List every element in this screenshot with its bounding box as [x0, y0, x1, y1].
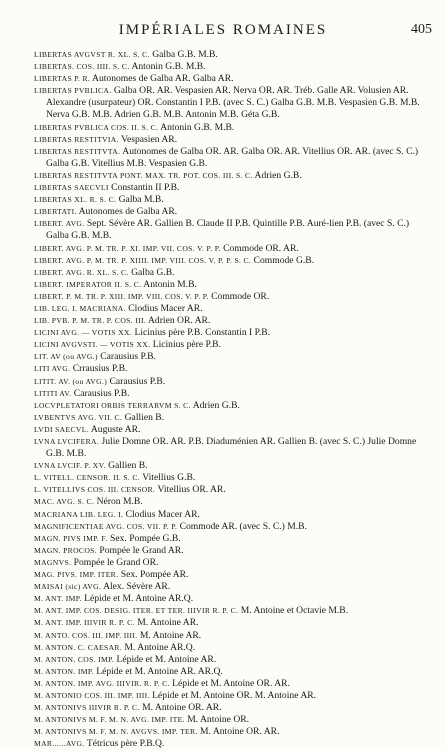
legend-attribution: Galba OR. AR. Vespasien AR. Nerva OR. AR. Tréb. Galle AR. Volusien AR. Alexandre (usurpateur) OR. Constantin I P.B. (avec S. C.) Galba G.B. M.B. Vespasien G.B. M.B. Nerva G.B. M.B. Adrien G.B. M.B. Antonin M.B. Géta G.B. [46, 85, 420, 121]
legend-inscription: MACRIANA LIB. LEG. I. [34, 509, 124, 519]
legend-inscription: MAISAI (sic) AVG. [34, 582, 102, 592]
legend-inscription: LICINI AVGVSTI. — VOTIS XX. [34, 340, 151, 350]
legend-attribution: Pompée le Grand OR. [71, 556, 159, 568]
legend-attribution: Vitellius G.B. [140, 472, 196, 484]
legend-attribution: M. Antoine AR.Q. [122, 641, 196, 653]
legend-inscription: LIB. PVB. P. M. TR. P. COS. III. [34, 316, 147, 326]
legend-attribution: Alex. Sévère AR. [101, 581, 171, 593]
legend-entry [34, 581, 434, 593]
legend-entry [34, 146, 434, 170]
legend-entry [34, 545, 434, 557]
legend-attribution: Commode OR. [208, 290, 270, 302]
legend-index-list [34, 49, 434, 750]
legend-inscription: LIBERTAS. COS. IIII. S. C. [34, 62, 130, 72]
page-header [0, 22, 446, 44]
legend-inscription: L. VITELLIVS COS. III. CENSOR. [34, 485, 156, 495]
legend-inscription: LIBERTAS RESTITVIA. [34, 134, 119, 144]
legend-entry [34, 61, 434, 73]
legend-attribution: Carausius P.B. [71, 387, 130, 399]
legend-entry [34, 327, 434, 339]
legend-attribution: Lépide et M. Antoine OR. AR. [169, 677, 290, 689]
legend-attribution: Antonin G.B. M.B. [129, 61, 206, 73]
page-number: 405 [411, 22, 432, 37]
legend-attribution: Sex. Pompée G.B. [107, 532, 181, 544]
legend-entry [34, 85, 434, 121]
legend-inscription: M. ANTONIVS IIIVIR R. P. C. [34, 703, 140, 713]
running-title: IMPÉRIALES ROMAINES [118, 22, 328, 38]
legend-inscription: LOCVPLETATORI ORBIS TERRARVM S. C. [34, 400, 191, 410]
legend-inscription: LIBERT. IMPERATOR II. S. C. [34, 279, 142, 289]
legend-inscription: LVDI SAECVL. [34, 424, 89, 434]
legend-inscription: LIB. LEG. I. MACRIANA. [34, 303, 126, 313]
legend-entry [34, 267, 434, 279]
legend-attribution: Sex. Pompée AR. [118, 569, 189, 581]
legend-inscription: LITIT. AV. (ou AVG.) [34, 376, 108, 386]
legend-inscription: L. VITELL. CENSOR. II. S. C. [34, 473, 141, 483]
legend-inscription: LIBERT. AVG. [34, 219, 85, 229]
legend-attribution: Vespasien AR. [118, 133, 178, 145]
legend-inscription: LITI AVG. [34, 364, 71, 374]
legend-entry [34, 509, 434, 521]
legend-attribution: Lépide et M. Antoine AR.Q. [81, 593, 194, 605]
legend-entry [34, 593, 434, 605]
legend-entry [34, 666, 434, 678]
legend-inscription: LIBERTAS XL. R. S. C. [34, 195, 117, 205]
legend-attribution: Commode G.B. [251, 254, 315, 266]
legend-entry [34, 182, 434, 194]
legend-attribution: M. Antoine AR. [137, 629, 202, 641]
legend-attribution: M. Antoine et Octavie M.B. [238, 605, 349, 617]
legend-entry [34, 714, 434, 726]
legend-inscription: LIBERTATI. [34, 207, 77, 217]
legend-entry [34, 243, 434, 255]
legend-attribution: Antonin G.B. M.B. [158, 121, 235, 133]
legend-attribution: Galba M.B. [116, 194, 164, 206]
legend-inscription: LIBERTAS RESTITVTA. [34, 146, 121, 156]
legend-inscription: M. ANT. IMP. COS. DESIG. ITER. ET TER. IIIVIR R. P. C. [34, 606, 239, 616]
legend-inscription: MAGNIFICENTIAE AVG. COS. VII. P. P. [34, 521, 178, 531]
legend-inscription: M. ANTONIVS M. F. M. N. AVGVS. IMP. TER. [34, 727, 198, 737]
legend-entry [34, 279, 434, 291]
legend-entry [34, 194, 434, 206]
legend-entry [34, 496, 434, 508]
legend-attribution: M. Antoine AR. [134, 617, 199, 629]
legend-attribution: Carausius P.B. [97, 351, 156, 363]
legend-entry [34, 630, 434, 642]
legend-attribution: Julie Domne OR. AR. P.B. Diaduménien AR. Gallien B. (avec S. C.) Julie Domne G.B. M.B. [46, 436, 417, 460]
legend-inscription: MAGN. PROCOS. [34, 545, 97, 555]
legend-attribution: Lépide et M. Antoine AR. AR.Q. [93, 665, 223, 677]
legend-entry [34, 134, 434, 146]
legend-entry [34, 339, 434, 351]
legend-inscription: M. ANT. IMP. IIIVIR R. P. C. [34, 618, 135, 628]
legend-inscription: LIT. AV (ou AVG.) [34, 352, 98, 362]
legend-inscription: M. ANTO. COS. III. IMP. IIII. [34, 630, 138, 640]
legend-inscription: LIBERTAS P. R. [34, 74, 91, 84]
legend-attribution: Gallien B. [105, 460, 148, 472]
legend-inscription: LIBERTAS PVBLICA COS. II. S. C. [34, 122, 159, 132]
legend-attribution: Autonomes de Galba AR. Galba AR. [90, 73, 234, 85]
legend-inscription: LITITI AV. [34, 388, 72, 398]
legend-inscription: LIBERTAS RESTITVTA PONT. MAX. TR. POT. COS. III. S. C. [34, 170, 253, 180]
legend-entry [34, 642, 434, 654]
legend-entry [34, 388, 434, 400]
legend-attribution: Galba G.B. [128, 266, 175, 278]
legend-entry [34, 351, 434, 363]
legend-inscription: MAC. AVG. S. C. [34, 497, 95, 507]
legend-attribution: Commode OR. AR. [220, 242, 299, 254]
legend-inscription: LIBERT. AVG. R. XL. S. C. [34, 267, 129, 277]
legend-entry [34, 569, 434, 581]
legend-entry [34, 726, 434, 738]
legend-attribution: Autonomes de Galba AR. [76, 206, 178, 218]
legend-inscription: LIBERT. AVG. P. M. TR. P. XIIII. IMP. VIII. COS. V. P. P. S. C. [34, 255, 252, 265]
legend-inscription: MAG. PIVS. IMP. ITER. [34, 570, 119, 580]
legend-inscription: LIBERT. AVG. P. M. TR. P. XI. IMP. VII. COS. V. P. P. [34, 243, 221, 253]
legend-entry [34, 170, 434, 182]
legend-inscription: LIBERTAS PVBLICA. [34, 86, 112, 96]
legend-inscription: M. ANTON. IMP. [34, 666, 94, 676]
legend-attribution: Tétricus père P.B.Q. [84, 738, 165, 750]
legend-inscription: MAGNVS. [34, 557, 72, 567]
legend-attribution: M. Antoine OR. AR. [197, 726, 280, 738]
legend-attribution: Clodius Macer AR. [123, 508, 200, 520]
legend-entry [34, 654, 434, 666]
legend-attribution: Adrien G.B. [190, 399, 240, 411]
legend-attribution: Constantin II P.B. [108, 182, 180, 194]
legend-entry [34, 690, 434, 702]
legend-entry [34, 533, 434, 545]
legend-entry [34, 376, 434, 388]
legend-entry [34, 315, 434, 327]
legend-entry [34, 73, 434, 85]
legend-attribution: Néron M.B. [94, 496, 143, 508]
legend-attribution: Lépide et M. Antoine OR. M. Antoine AR. [149, 689, 317, 701]
legend-inscription: LVBENTVS AVG. VII. C. [34, 412, 123, 422]
legend-inscription: M. ANTON. IMP. AVG. IIIVIR. R. P. C. [34, 678, 170, 688]
legend-entry [34, 291, 434, 303]
legend-attribution: Pompée le Grand AR. [97, 544, 184, 556]
legend-attribution: Vitellius OR. AR. [155, 484, 226, 496]
legend-inscription: M. ANTON. COS. IMP. [34, 654, 115, 664]
legend-attribution: M. Antoine OR. AR. [139, 702, 222, 714]
legend-inscription: LIBERTAS AVGVST R. XL. S. C. [34, 50, 150, 59]
legend-entry [34, 303, 434, 315]
legend-attribution: Auguste AR. [88, 423, 141, 435]
legend-entry [34, 557, 434, 569]
legend-entry [34, 400, 434, 412]
legend-entry [34, 484, 434, 496]
legend-inscription: LVNA LVCIFERA. [34, 437, 100, 446]
legend-attribution: Antonin M.B. [141, 278, 197, 290]
legend-inscription: M. ANTONIO COS. III. IMP. IIII. [34, 690, 150, 700]
legend-inscription: M. ANT. IMP. [34, 594, 82, 604]
legend-attribution: Commode AR. (avec S. C.) M.B. [177, 520, 307, 532]
legend-inscription: MAR......AVG. [34, 739, 85, 749]
legend-attribution: Adrien G.B. [252, 169, 302, 181]
legend-entry [34, 49, 434, 61]
legend-entry [34, 605, 434, 617]
legend-entry [34, 255, 434, 267]
legend-entry [34, 412, 434, 424]
legend-entry [34, 206, 434, 218]
legend-entry [34, 702, 434, 714]
legend-attribution: Licinius père P.B. [150, 339, 221, 351]
legend-inscription: LIBERTAS SAECVLI [34, 183, 109, 193]
legend-attribution: Crrausius P.B. [70, 363, 128, 375]
legend-entry [34, 678, 434, 690]
legend-inscription: LVNA LVCIF. P. XV. [34, 461, 106, 471]
legend-attribution: Gallien B. [122, 411, 165, 423]
legend-attribution: Sept. Sévère AR. Gallien B. Claude II P.B. Quintille P.B. Auré-lien P.B. (avec S. C.) Galba G.B. M.B. [46, 218, 410, 242]
legend-entry [34, 617, 434, 629]
legend-inscription: M. ANTON. C. CAESAR. [34, 642, 123, 652]
legend-attribution: Adrien OR. AR. [146, 315, 211, 327]
legend-attribution: Licinius père P.B. Constantin I P.B. [132, 327, 271, 339]
legend-entry [34, 424, 434, 436]
legend-entry [34, 472, 434, 484]
legend-inscription: MAGN. PIVS IMP. F. [34, 533, 108, 543]
legend-entry [34, 122, 434, 134]
legend-attribution: M. Antoine OR. [184, 714, 250, 726]
legend-attribution: Carausius P.B. [107, 375, 166, 387]
legend-inscription: M. ANTONIVS M. F. M. N. AVG. IMP. ITE. [34, 715, 185, 725]
legend-inscription: LIBERT. P. M. TR. P. XIII. IMP. VIII. COS. V. P. P. [34, 291, 209, 301]
legend-attribution: Galba G.B. M.B. [149, 49, 218, 60]
legend-entry [34, 460, 434, 472]
legend-attribution: Lépide et M. Antoine AR. [114, 653, 217, 665]
legend-attribution: Autonomes de Galba OR. AR. Galba OR. AR. Vitellius OR. AR. (avec S. C.) Galba G.B. Vitellius M.B. Vespasien G.B. [46, 145, 419, 169]
legend-attribution: Clodius Macer AR. [125, 302, 203, 314]
legend-inscription: LICINI AVG. — VOTIS XX. [34, 328, 133, 338]
legend-entry [34, 738, 434, 750]
legend-entry [34, 436, 434, 460]
legend-entry [34, 521, 434, 533]
legend-entry [34, 218, 434, 242]
legend-entry [34, 363, 434, 375]
